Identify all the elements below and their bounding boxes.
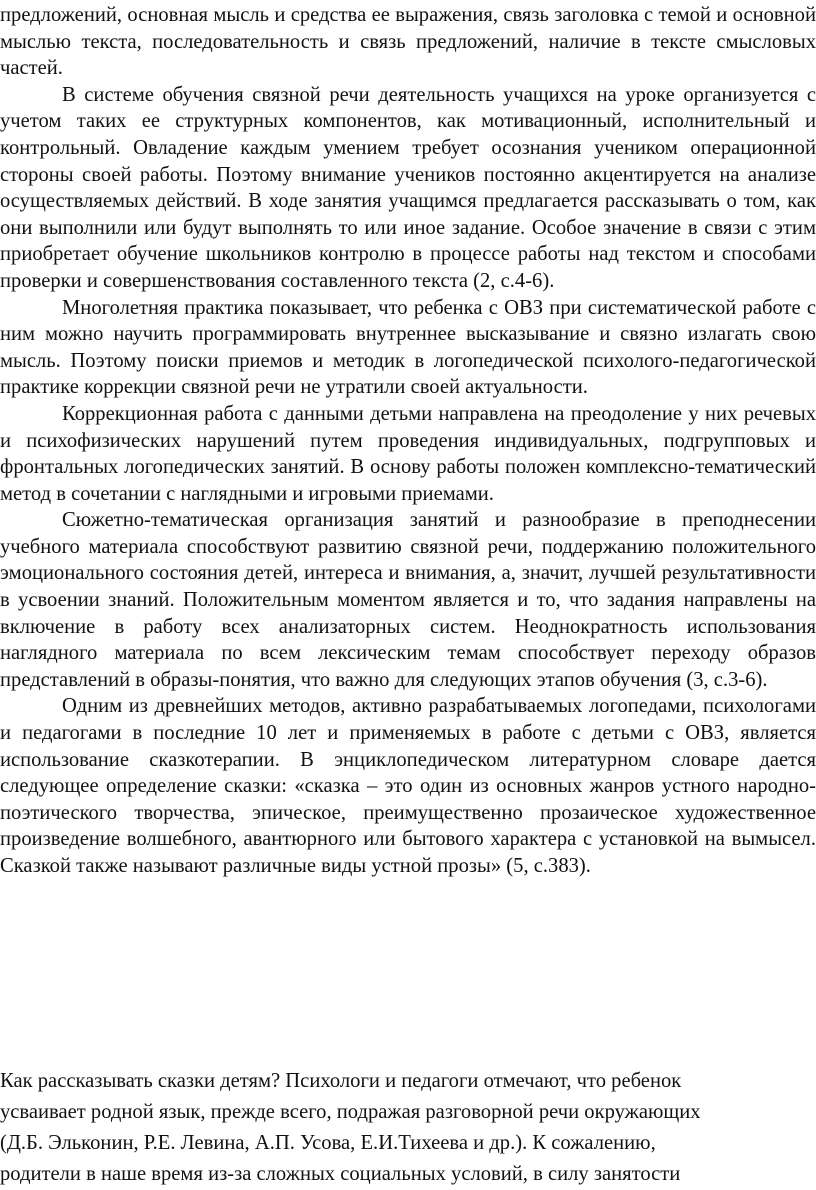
tail-line: родители в наше время из-за сложных социальных условий, в силу занятости xyxy=(0,1163,681,1185)
paragraph-correction-work: Коррекционная работа с данными детьми направлена на преодоление у них речевых и психофизических нарушений путем проведения индивидуальных, подгрупповых и фронтальных логопедических занятий. В основу работы положен комплексно-тематический метод в сочетании с наглядными и игровыми приемами. xyxy=(0,402,816,505)
paragraph-practice-ovz: Многолетняя практика показывает, что ребенка с ОВЗ при систематической работе с ним можно научить программировать внутреннее высказывание и связно излагать свою мысль. Поэтому поиски приемов и методик в логопедической психолого-педагогической практике коррекции связной речи не утратили своей актуальности. xyxy=(0,296,816,399)
paragraph-fairytale-therapy: Одним из древнейших методов, активно разрабатываемых логопедами, психологами и педагогами в последние 10 лет и применяемых в работе с детьми с ОВЗ, является использование сказкотерапии. В энциклопедическом литературном словаре дается следующее определение сказки: «сказка – это один из основных жанров устного народно-поэтического творчества, эпическое, преимущественно прозаическое художественное произведение волшебного, авантюрного или бытового характера с установкой на вымысел. Сказкой также называют различные виды устной прозы» (5, с.383). xyxy=(0,695,816,877)
tail-line: усваивает родной язык, прежде всего, подражая разговорной речи окружающих xyxy=(0,1101,701,1123)
document-tail xyxy=(0,1066,816,1190)
paragraph-continuation: предложений, основная мысль и средства ее выражения, связь заголовка с темой и основной мыслью текста, последовательность и связь предложений, наличие в тексте смысловых частей. xyxy=(0,4,816,80)
document-body xyxy=(0,2,816,880)
tail-line: Как рассказывать сказки детям? Психологи и педагоги отмечают, что ребенок xyxy=(0,1070,682,1092)
paragraph-speech-training-structure: В системе обучения связной речи деятельность учащихся на уроке организуется с учетом таких ее структурных компонентов, как мотивационный, исполнительный и контрольный. Овладение каждым умением требует осознания учеником операционной стороны своей работы. Поэтому внимание учеников постоянно акцентируется на анализе осуществляемых действий. В ходе занятия учащимся предлагается рассказывать о том, как они выполнили или будут выполнять то или иное задание. Особое значение в связи с этим приобретает обучение школьников контролю в процессе работы над текстом и способами проверки и совершенствования составленного текста (2, с.4-6). xyxy=(0,83,816,292)
paragraph-thematic-organization: Сюжетно-тематическая организация занятий и разнообразие в преподнесении учебного материала способствуют развитию связной речи, поддержанию положительного эмоционального состояния детей, интереса и внимания, а, значит, лучшей результативности в усвоении знаний. Положительным моментом является и то, что задания направлены на включение в работу всех анализаторных систем. Неоднократность использования наглядного материала по всем лексическим темам способствует переходу образов представлений в образы-понятия, что важно для следующих этапов обучения (3, с.3-6). xyxy=(0,509,816,691)
tail-line: (Д.Б. Эльконин, Р.Е. Левина, А.П. Усова, Е.И.Тихеева и др.). К сожалению, xyxy=(0,1132,656,1154)
